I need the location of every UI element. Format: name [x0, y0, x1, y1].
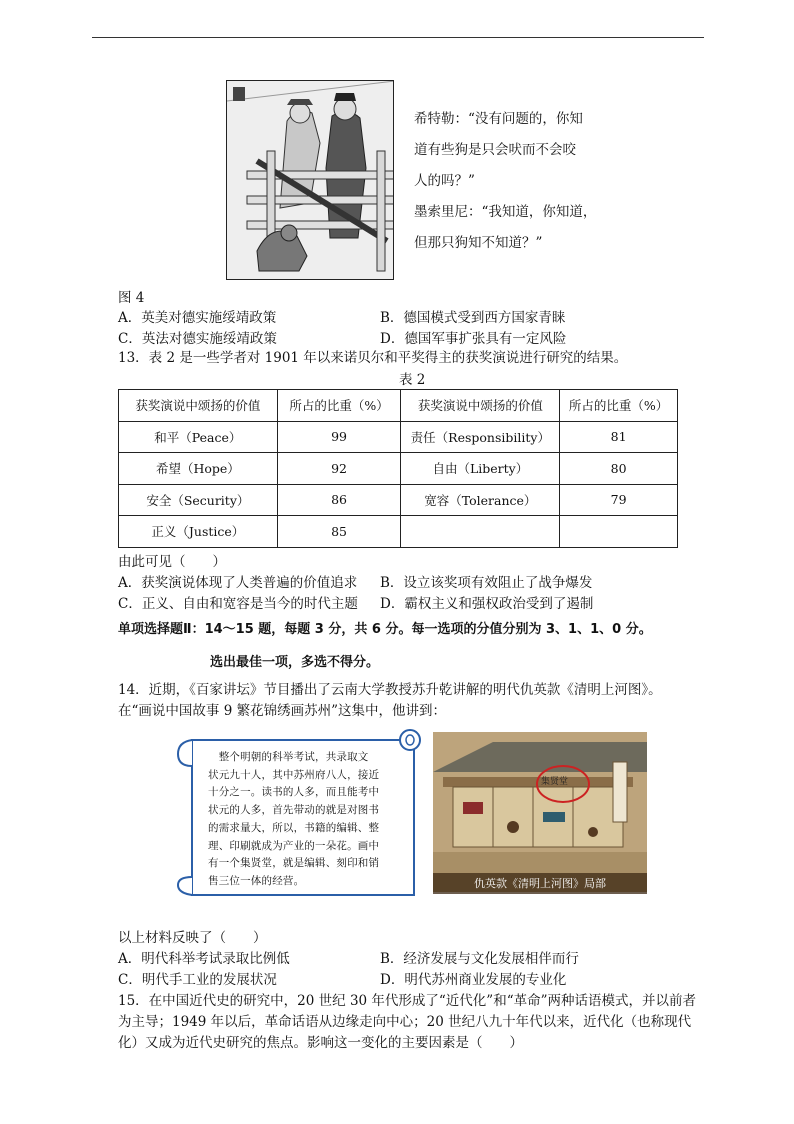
q13-option-a: A．获奖演说体现了人类普遍的价值追求 — [118, 575, 358, 591]
nobel-values-table — [118, 389, 678, 548]
q13-option-c: C．正义、自由和宽容是当今的时代主题 — [118, 596, 358, 612]
quote-line: 道有些狗是只会吠而不会咬 — [414, 142, 576, 158]
q14-stem: 14．近期，《百家讲坛》节目播出了云南大学教授苏升乾讲解的明代仇英款《清明上河图》。 — [118, 682, 662, 698]
table-cell: 责任（Responsibility） — [401, 421, 560, 453]
q15-stem-cont: 化）又成为近代史研究的焦点。影响这一变化的主要因素是（ ） — [118, 1035, 523, 1051]
q14-option-b: B．经济发展与文化发展相伴而行 — [380, 951, 579, 967]
q12-option-d: D．德国军事扩张具有一定风险 — [380, 331, 567, 347]
q15-stem-cont: 为主导；1949 年以后，革命话语从边缘走向中心；20 世纪八九十年代以来，近代化（也称现代 — [118, 1014, 692, 1030]
scroll-line: 状元的人多，首先带动的就是对图书 — [208, 804, 380, 817]
scroll-text — [208, 749, 408, 891]
table-cell: 92 — [277, 453, 401, 485]
q13-option-d: D．霸权主义和强权政治受到了遏制 — [380, 596, 594, 612]
q13-stem: 13．表 2 是一些学者对 1901 年以来诺贝尔和平奖得主的获奖演说进行研究的结果。 — [118, 350, 628, 366]
table-cell: 宽容（Tolerance） — [401, 484, 560, 516]
table-cell: 86 — [277, 484, 401, 516]
table-cell: 安全（Security） — [119, 484, 278, 516]
q12-option-c: C．英法对德实施绥靖政策 — [118, 331, 277, 347]
quote-line: 人的吗？” — [414, 173, 475, 189]
scroll-line: 的需求量大，所以，书籍的编辑、整 — [208, 821, 380, 834]
table-cell: 希望（Hope） — [119, 453, 278, 485]
table-cell: 正义（Justice） — [119, 516, 278, 548]
scroll-line: 有一个集贤堂，就是编辑、刻印和销 — [208, 857, 380, 870]
q15-stem: 15．在中国近代史的研究中，20 世纪 30 年代形成了“近代化”和“革命”两种话语模式，并以前者 — [118, 993, 697, 1009]
q14-option-c: C．明代手工业的发展状况 — [118, 972, 277, 988]
painting-image — [433, 732, 647, 892]
quote-line: 希特勒：“没有问题的，你知 — [414, 111, 583, 127]
table-cell: 自由（Liberty） — [401, 453, 560, 485]
q13-prompt: 由此可见（ ） — [118, 554, 226, 570]
table-row — [119, 484, 678, 516]
header-rule — [92, 37, 704, 38]
table-cell: 81 — [560, 421, 678, 453]
table-cell — [560, 516, 678, 548]
section-heading-cont: 选出最佳一项，多选不得分。 — [210, 655, 380, 670]
q14-option-d: D．明代苏州商业发展的专业化 — [380, 972, 567, 988]
scroll-line: 状元九十人，其中苏州府八人，接近 — [208, 768, 380, 781]
scroll-line: 整个明朝的科举考试，共录取文 — [208, 751, 369, 763]
q14-option-a: A．明代科举考试录取比例低 — [118, 951, 290, 967]
table-cell: 79 — [560, 484, 678, 516]
scroll-line: 十分之一。读书的人多，而且能考中 — [208, 786, 380, 799]
quote-line: 墨索里尼：“我知道，你知道， — [414, 204, 597, 220]
cartoon-image — [226, 80, 394, 280]
q13-option-b: B．设立该奖项有效阻止了战争爆发 — [380, 575, 593, 591]
table-row — [119, 516, 678, 548]
figure-label: 图 4 — [118, 290, 145, 306]
scroll-line: 售三位一体的经营。 — [208, 874, 305, 887]
table-cell: 和平（Peace） — [119, 421, 278, 453]
q14-prompt: 以上材料反映了（ ） — [118, 930, 267, 946]
table-row — [119, 421, 678, 453]
painting-sign: 集贤堂 — [541, 777, 569, 787]
table-header: 所占的比重（%） — [277, 390, 401, 422]
section-heading: 单项选择题Ⅱ：14～15 题，每题 3 分，共 6 分。每一选项的分值分别为 3、1、1、0 分。 — [118, 622, 652, 637]
q12-option-a: A．英美对德实施绥靖政策 — [118, 310, 277, 326]
table-cell — [401, 516, 560, 548]
cartoon-dialogue — [414, 104, 614, 259]
table-cell: 80 — [560, 453, 678, 485]
table-header: 获奖演说中颂扬的价值 — [119, 390, 278, 422]
table-cell: 99 — [277, 421, 401, 453]
scroll-line: 理、印刷就成为产业的一朵花。画中 — [208, 839, 380, 852]
table-row — [119, 453, 678, 485]
table-title: 表 2 — [399, 372, 426, 388]
q14-stem-cont: 在“画说中国故事 9 繁花锦绣画苏州”这集中，他讲到： — [118, 703, 446, 719]
quote-line: 但那只狗知不知道？” — [414, 235, 543, 251]
table-header: 所占的比重（%） — [560, 390, 678, 422]
q12-option-b: B．德国模式受到西方国家青睐 — [380, 310, 566, 326]
painting-caption: 仇英款《清明上河图》局部 — [433, 873, 647, 894]
table-header-row — [119, 390, 678, 422]
table-header: 获奖演说中颂扬的价值 — [401, 390, 560, 422]
table-cell: 85 — [277, 516, 401, 548]
